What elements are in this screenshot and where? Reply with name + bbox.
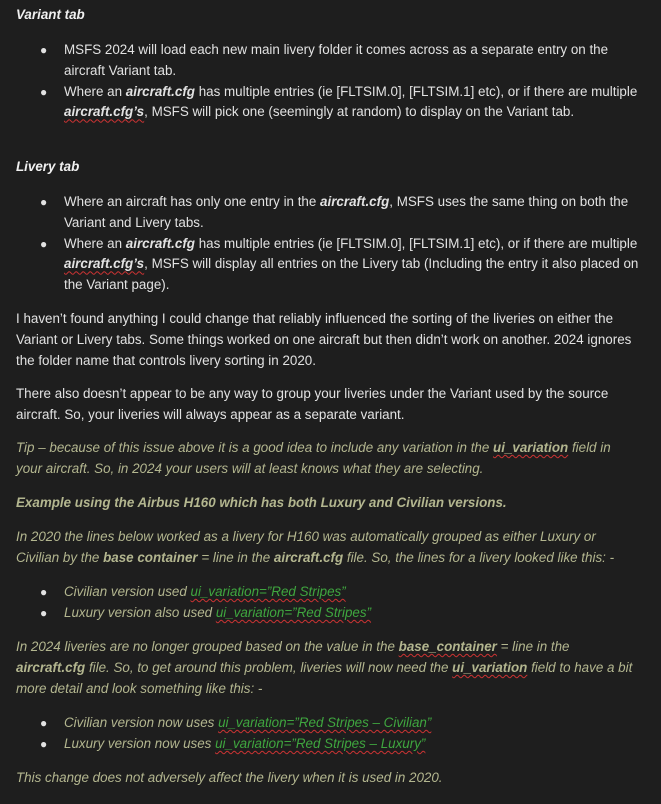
list-item: ● Where an aircraft.cfg has multiple entries (ie [FLTSIM.0], [FLTSIM.1] etc), or if there are multiple aircraft.cfg’s, MSFS will display all entries on the Livery tab (Including the entry it also placed on the Variant page). xyxy=(40,235,639,293)
variant-tab-heading: Variant tab xyxy=(16,7,85,22)
bullet-icon: ● xyxy=(40,195,48,209)
list-2020 xyxy=(16,582,646,624)
paragraph-2024: In 2024 liveries are no longer grouped based on the value in the base_container = line in the aircraft.cfg file. So, to get around this problem, liveries will now need the ui_variation field to have a bit more detail and look something like this: - xyxy=(16,639,633,696)
bullet-icon: ● xyxy=(40,84,48,99)
list-item: ● Civilian version used ui_variation=”Red Stripes” xyxy=(16,582,646,603)
list-item: ● Where an aircraft has only one entry in the aircraft.cfg, MSFS uses the same thing on both the Variant and Livery tabs. xyxy=(40,194,629,230)
variant-tab-list xyxy=(16,40,646,123)
list-item: ● Where an aircraft.cfg has multiple entries (ie [FLTSIM.0], [FLTSIM.1] etc), or if there are multiple aircraft.cfg’s, MSFS will pick one (seemingly at random) to display on the Variant tab. xyxy=(40,83,638,120)
paragraph-sorting: I haven’t found anything I could change that reliably influenced the sorting of the liveries on either the Variant or Livery tabs. Some things worked on one aircraft but then didn’t work on another. 2024 ignores the folder name that controls livery sorting in 2020. xyxy=(16,311,632,368)
bullet-icon: ● xyxy=(40,43,48,57)
paragraph-2020: In 2020 the lines below worked as a livery for H160 was automatically grouped as either Luxury or Civilian by the base container = line in the aircraft.cfg file. So, the lines for a livery looked like this: - xyxy=(16,529,615,565)
bullet-icon: ● xyxy=(40,585,48,599)
list-item: ● Civilian version now uses ui_variation=”Red Stripes – Civilian” xyxy=(16,713,646,734)
list-item: ● MSFS 2024 will load each new main livery folder it comes across as a separate entry on the aircraft Variant tab. xyxy=(40,42,609,78)
livery-tab-list xyxy=(16,192,646,296)
list-2024 xyxy=(16,713,646,755)
list-item: ● Luxury version now uses ui_variation=”Red Stripes – Luxury” xyxy=(16,734,646,755)
list-item: ● Luxury version also used ui_variation=”Red Stripes” xyxy=(16,603,646,624)
example-heading: Example using the Airbus H160 which has both Luxury and Civilian versions. xyxy=(16,495,507,510)
bullet-icon: ● xyxy=(40,605,48,620)
tip-paragraph: Tip – because of this issue above it is a good idea to include any variation in the ui_variation field in your aircraft. So, in 2024 your users will at least knows what they are selecting. xyxy=(16,440,611,476)
bullet-icon: ● xyxy=(40,236,48,251)
paragraph-grouping: There also doesn’t appear to be any way to group your liveries under the Variant used by the source aircraft. So, your liveries will always appear as a separate variant. xyxy=(16,386,609,422)
livery-tab-heading: Livery tab xyxy=(16,159,80,174)
bullet-icon: ● xyxy=(40,716,48,730)
closing-paragraph: This change does not adversely affect the livery when it is used in 2020. xyxy=(16,770,443,785)
bullet-icon: ● xyxy=(40,736,48,751)
